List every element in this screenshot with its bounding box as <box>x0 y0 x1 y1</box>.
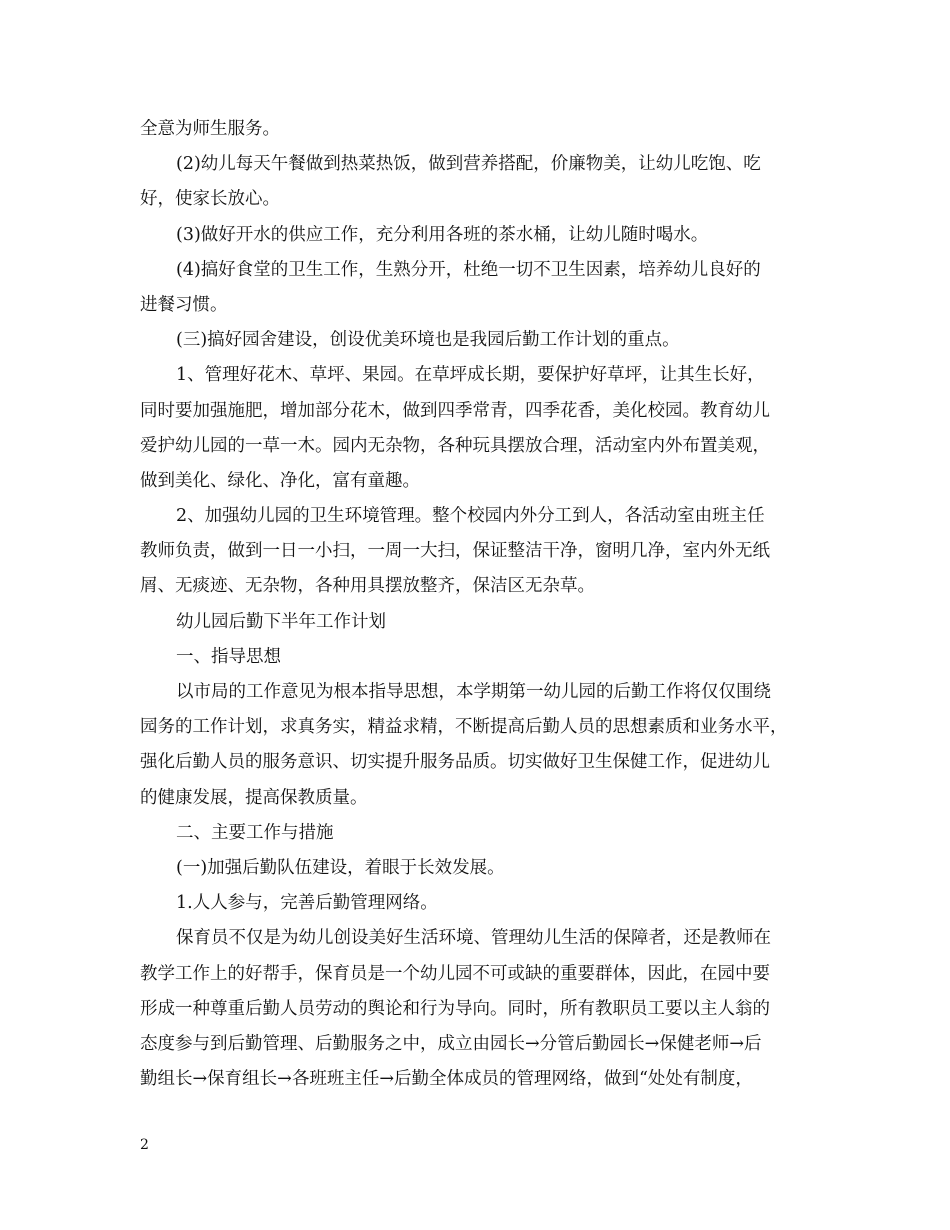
text-line: 以市局的工作意见为根本指导思想，本学期第一幼儿园的后勤工作将仅仅围绕 <box>176 682 771 702</box>
text-line: (三)搞好园舍建设，创设优美环境也是我园后勤工作计划的重点。 <box>176 330 680 351</box>
text-line: 2、加强幼儿园的卫生环境管理。整个校园内外分工到人，各活动室由班主任 <box>176 506 765 527</box>
section-heading: 二、主要工作与措施 <box>176 822 334 843</box>
text-line: 保育员不仅是为幼儿创设美好生活环境、管理幼儿生活的保障者，还是教师在 <box>176 928 771 949</box>
text-line: 同时要加强施肥，增加部分花木，做到四季常青，四季花香，美化校园。教育幼儿 <box>140 400 770 421</box>
document-body <box>140 112 820 1097</box>
text-line: 勤组长→保育组长→各班班主任→后勤全体成员的管理网络，做到“处处有制度， <box>140 1069 753 1090</box>
text-line: 屑、无痰迹、无杂物，各种用具摆放整齐，保洁区无杂草。 <box>140 576 595 597</box>
text-line: 进餐习惯。 <box>140 294 228 315</box>
text-line: 强化后勤人员的服务意识、切实提升服务品质。切实做好卫生保健工作，促进幼儿 <box>140 752 770 773</box>
text-line: 爱护幼儿园的一草一木。园内无杂物，各种玩具摆放合理，活动室内外布置美观， <box>140 435 770 456</box>
text-line: 教师负责，做到一日一小扫，一周一大扫，保证整洁干净，窗明几净，室内外无纸 <box>140 541 770 562</box>
section-heading: 幼儿园后勤下半年工作计划 <box>176 611 386 632</box>
text-line: 1、管理好花木、草坪、果园。在草坪成长期，要保护好草坪，让其生长好， <box>176 365 765 386</box>
text-line: 形成一种尊重后勤人员劳动的舆论和行为导向。同时，所有教职员工要以主人翁的 <box>140 998 770 1019</box>
text-line: 1.人人参与，完善后勤管理网络。 <box>176 893 438 914</box>
text-line: 好，使家长放心。 <box>140 189 280 210</box>
text-line: (一)加强后勤队伍建设，着眼于长效发展。 <box>176 857 505 878</box>
text-line: 园务的工作计划，求真务实，精益求精，不断提高后勤人员的思想素质和业务水平， <box>140 717 788 738</box>
text-line: 全意为师生服务。 <box>140 119 280 139</box>
text-line: 做到美化、绿化、净化，富有童趣。 <box>140 470 420 491</box>
text-line: (2)幼儿每天午餐做到热菜热饭，做到营养搭配，价廉物美，让幼儿吃饱、吃 <box>176 154 761 175</box>
section-heading: 一、指导思想 <box>176 646 281 667</box>
text-line: 的健康发展，提高保教质量。 <box>140 787 368 808</box>
page-number: 2 <box>140 1137 149 1153</box>
text-line: 态度参与到后勤管理、后勤服务之中，成立由园长→分管后勤园长→保健老师→后 <box>140 1033 762 1054</box>
text-line: 教学工作上的好帮手，保育员是一个幼儿园不可或缺的重要群体，因此，在园中要 <box>140 963 770 984</box>
text-line: (3)做好开水的供应工作，充分利用各班的茶水桶，让幼儿随时喝水。 <box>176 224 709 245</box>
text-line: (4)搞好食堂的卫生工作，生熟分开，杜绝一切不卫生因素，培养幼儿良好的 <box>176 259 761 280</box>
